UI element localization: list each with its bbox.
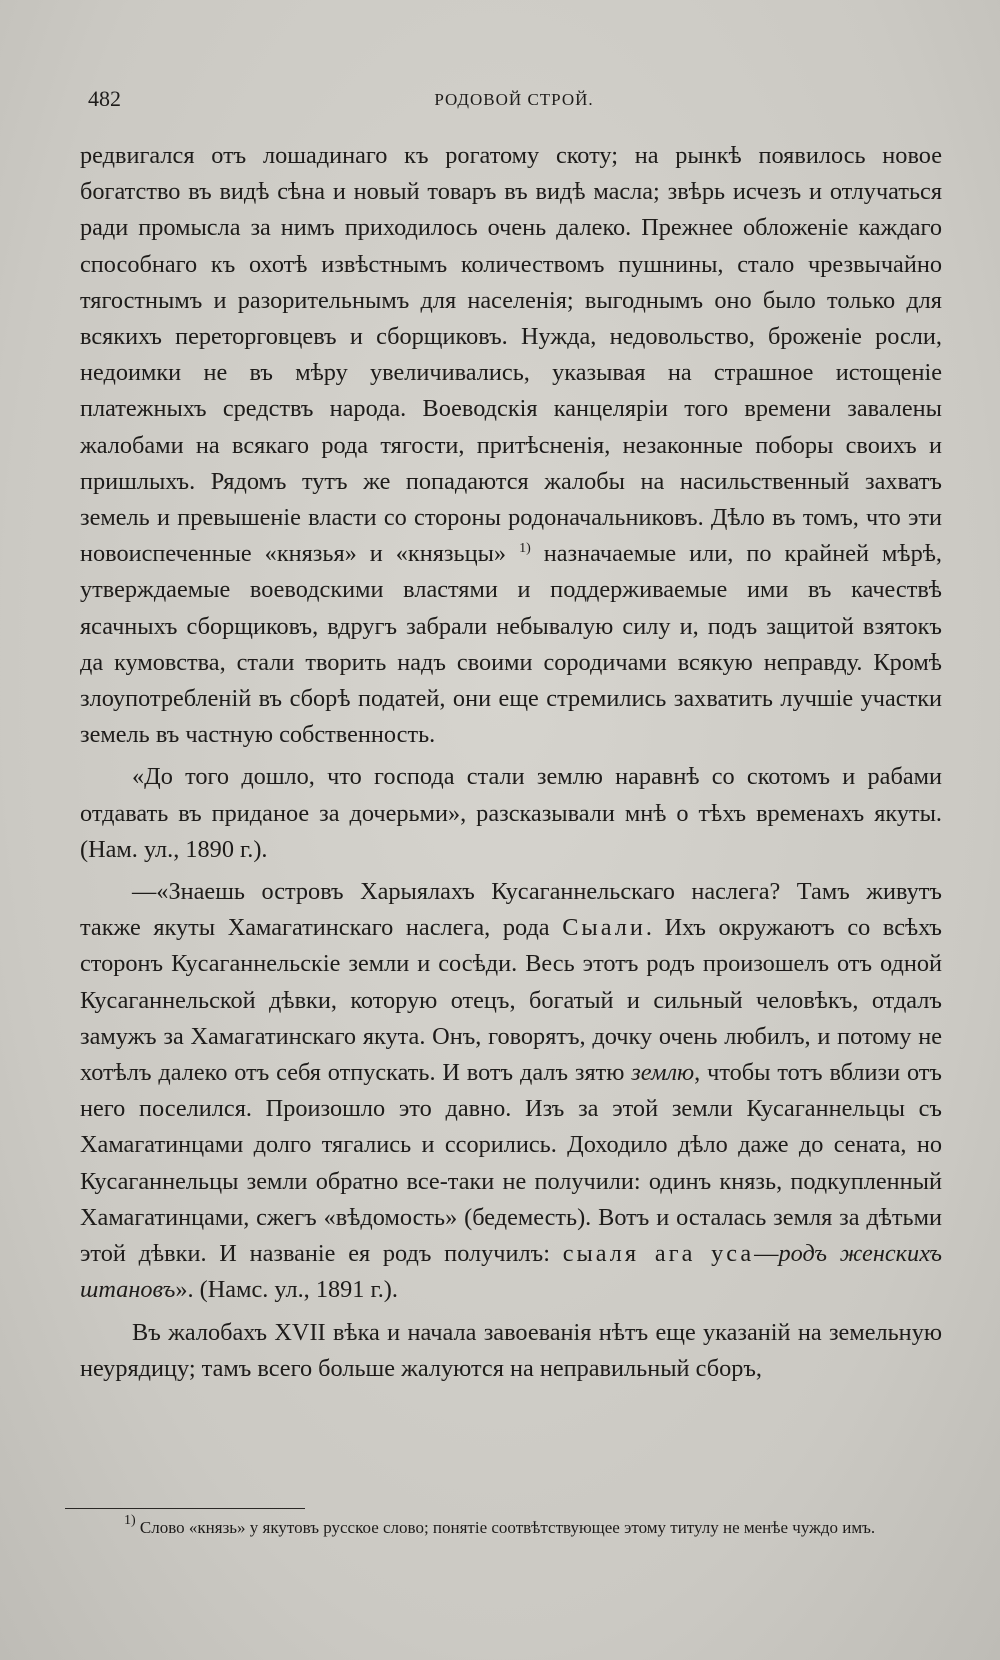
page-number: 482 xyxy=(88,86,121,111)
paragraph-1 xyxy=(80,138,942,753)
emphasis-word: землю xyxy=(631,1059,695,1087)
paragraph-2: «До того дошло, что господа стали землю наравнѣ со скотомъ и рабами отдавать въ приданое за дочерьми», разсказывали мнѣ о тѣхъ временахъ якуты. (Нам. ул., 1890 г.). xyxy=(80,763,942,863)
paragraph-1-text: редвигался отъ лошадинаго къ рогатому скоту; на рынкѣ появилось новое богатство въ видѣ сѣна и новый товаръ въ видѣ масла; звѣрь исчезъ и отлучаться ради промысла за нимъ приходилось очень далеко. Прежнее обложеніе каждаго способнаго къ охотѣ извѣстнымъ количествомъ пушнины, стало чрезвычайно тягостнымъ и разорительнымъ для населенія; выгоднымъ оно было только для всякихъ переторговцевъ и сборщиковъ. Нужда, недовольство, броженіе росли, недоимки не въ мѣру увеличивались, указывая на страшное истощеніе платежныхъ средствъ народа. Воеводскія канцеляріи того времени завалены жалобами на всякаго рода тягости, притѣсненія, незаконные поборы своихъ и пришлыхъ. Рядомъ тутъ же попадаются жалобы на насильственный захватъ земель и превышеніе власти со стороны родоначальниковъ. Дѣло въ томъ, что эти новоиспеченные «князья» и «князьцы» xyxy=(80,142,942,568)
translation-italic: родъ женскихъ штановъ xyxy=(80,1240,942,1304)
paragraph-3-dash: — xyxy=(754,1240,779,1268)
running-head: РОДОВОЙ СТРОЙ. xyxy=(434,90,594,109)
footnote-divider xyxy=(65,1508,305,1509)
paragraph-3-part-2: . Ихъ окружаютъ со всѣхъ сторонъ Кусаганнельскіе земли и сосѣди. Весь этотъ родъ произошелъ отъ одной Кусаганнельской дѣвки, которую отецъ, богатый и сильный человѣкъ, отдалъ замужъ за Хамагатинскаго якута. Онъ, говорятъ, дочку очень любилъ, и потому не хотѣлъ далеко отъ себя отпускать. И вотъ далъ зятю xyxy=(80,914,942,1087)
footnote-mark: 1) xyxy=(124,1513,136,1528)
yakut-phrase-spaced: сыаля ага уса xyxy=(562,1240,755,1268)
paragraph-3 xyxy=(80,874,942,1308)
footnote xyxy=(66,1515,942,1541)
clan-name-spaced: Сыали xyxy=(562,914,646,942)
footnote-body: Слово «князь» у якутовъ русское слово; понятіе соотвѣтствующее этому титулу не менѣе чуждо имъ. xyxy=(135,1518,876,1537)
paragraph-3-part-5: ». (Намс. ул., 1891 г.). xyxy=(175,1276,398,1304)
footnote-text xyxy=(66,1515,942,1541)
body-text xyxy=(80,138,942,1387)
paragraph-4: Въ жалобахъ XVII вѣка и начала завоеванія нѣтъ еще указаній на земельную неурядицу; тамъ всего больше жалуются на неправильный сборъ, xyxy=(80,1318,942,1382)
footnote-reference: 1) xyxy=(519,541,531,557)
paragraph-3-part-1: —«Знаешь островъ Харыялахъ Кусаганнельскаго наслега? Тамъ живутъ также якуты Хамагатинскаго наслега, рода xyxy=(80,878,942,942)
page-header xyxy=(88,86,940,116)
paragraph-3-part-3: , чтобы тотъ вблизи отъ него поселился. Произошло это давно. Изъ за этой земли Кусаганнельцы съ Хамагатинцами долго тягались и ссорились. Доходило дѣло даже до сената, но Кусаганнельцы земли обратно все-таки не получили: одинъ князь, подкупленный Хамагатинцами, сжегъ «вѣдомость» (бедеместь). Вотъ и осталась земля за дѣтьми этой дѣвки. И названіе ея родъ получилъ: xyxy=(80,1059,942,1268)
paragraph-1-text-continued: назначаемые или, по крайней мѣрѣ, утверждаемые воеводскими властями и поддерживаемые ими въ качествѣ ясачныхъ сборщиковъ, вдругъ забрали небывалую силу и, подъ защитой взятокъ да кумовства, стали творить надъ своими сородичами всякую неправду. Кромѣ злоупотребленій въ сборѣ податей, они еще стремились захватить лучшіе участки земель въ частную собственность. xyxy=(80,540,942,749)
